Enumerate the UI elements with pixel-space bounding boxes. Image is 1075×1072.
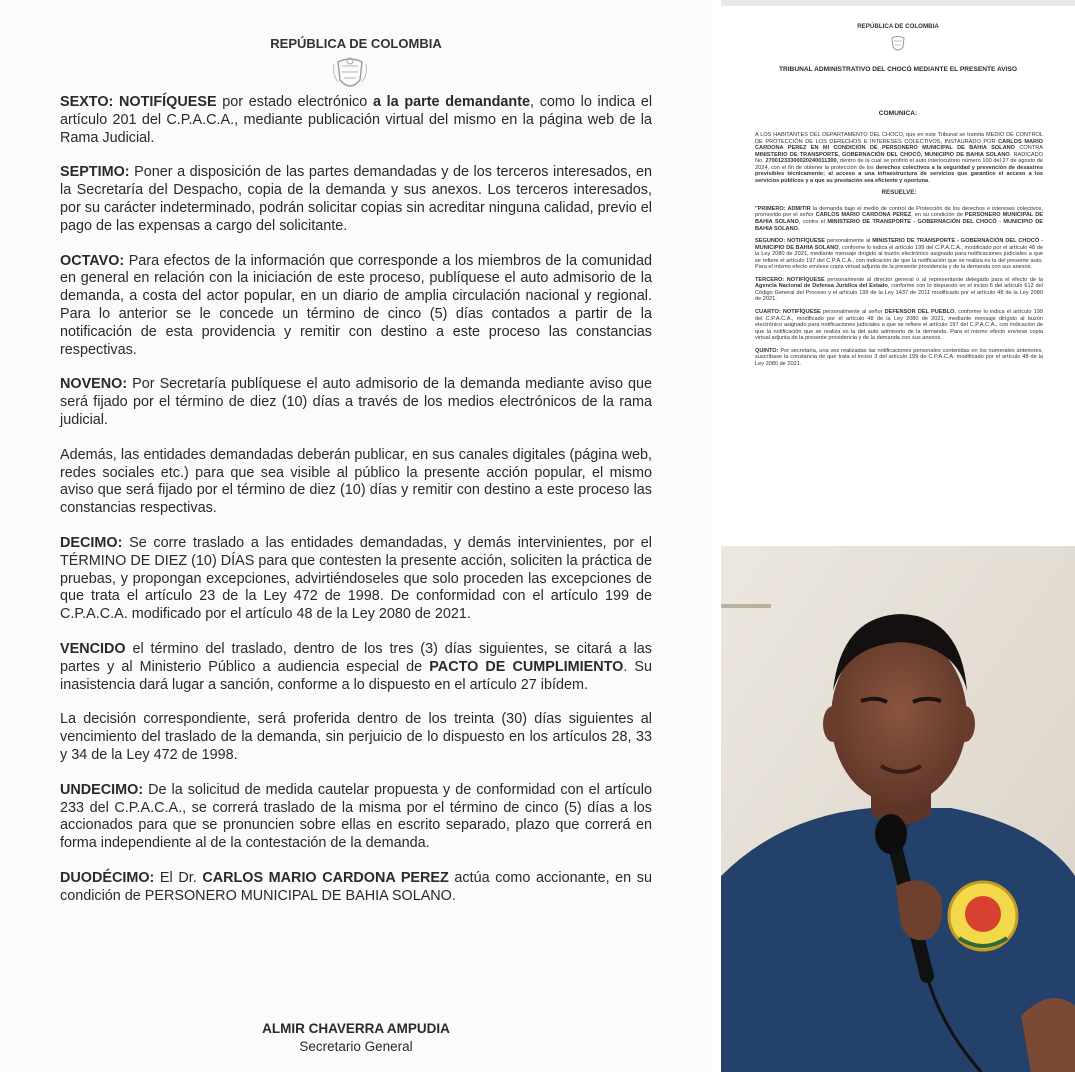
text: , en su condición de <box>911 212 965 219</box>
text: , dentro de la cual se profirió el auto interlocutorio número 100 del 27 de agosto de 2024, con el fin de obtener la protección de los <box>755 158 1043 171</box>
text: por estado electrónico <box>216 94 373 110</box>
emphasis: TERCERO: NOTIFÍQUESE <box>755 276 825 283</box>
text: Por secretaría, una vez realizadas las notificaciones personales contenidas en los numerales anteriores, suscríbase la constancia de que trata el inciso 3 del artículo 199 de C.P.A.C.A. modificado por el artículo 48 de la Ley 2080 de 2021. <box>755 347 1043 367</box>
emphasis: PACTO DE CUMPLIMIENTO <box>429 658 624 675</box>
text: Para efectos de la información que corresponde a los miembros de la comunidad en general en relación con la iniciación de este proceso, publíquese el auto admisorio de la demanda, a costa del actor popular, en un diario de amplia circulación nacional y regional. Para lo anterior se le concede un término de cinco (5) días contados a partir de la notificación de esta providencia y remitir con destino a este proceso las constancias respectivas. <box>60 252 652 358</box>
emphasis: SEGUNDO: NOTIFÍQUESE <box>755 238 826 245</box>
text: , conforme lo indica el artículo 199 del C.P.A.C.A., modificado por el artículo 48 de la Ley 2080 de 2021, mediante mensaje dirigido al buzón electrónico asignado para notificaciones judiciales a que se refiere el artículo 197 del C.P.A.C.A., con indicación de que la notificación que se realiza es la del presente auto. Para el mismo efecto envíese copia virtual adjunta de la presente providencia y de la demanda con sus anexos. <box>755 244 1044 271</box>
signatory-name: ALMIR CHAVERRA AMPUDIA <box>262 1021 450 1036</box>
text: . RADICADO No. <box>755 151 1043 165</box>
label-undecimo: UNDECIMO: <box>60 781 144 798</box>
paragraph-decision: La decisión correspondiente, será proferida dentro de los treinta (30) días siguientes al vencimiento del traslado de la demanda, sin perjuicio de lo dispuesto en los artículos 28, 33 y 34 de la Ley 472 de 1998. <box>60 711 652 763</box>
text: personalmente al director general o al representante delegado para el efecto de la <box>824 276 1043 283</box>
text: CONTRA <box>1015 145 1044 152</box>
emphasis: CARLOS MARIO CARDONA PEREZ EN MI CONDICION DE PERSONERO MUNICIPAL DE BAHIA SOLANO <box>755 138 1043 152</box>
text: , contra el <box>798 219 828 226</box>
notice-republic-header: REPÚBLICA DE COLOMBIA <box>857 23 939 30</box>
text: , conforme lo indica el artículo 199 del C.P.A.C.A., modificado por el artículo 48 de la Ley 2080 de 2021, mediante mensaje dirigido al buzón electrónico asignado para notificaciones judiciales a que se refiere el artículo 197 del C.P.A.C.A., con indicación de que la notificación que se realiza es la del auto admisorio de la demanda. Para el mismo efecto envíese copia virtual adjunta de la presente providencia y de la demanda con sus anexos. <box>755 309 1043 342</box>
emphasis: a la parte demandante <box>372 94 531 110</box>
tribunal-title: TRIBUNAL ADMINISTRATIVO DEL CHOCÓ MEDIANTE EL PRESENTE AVISO <box>778 66 1018 73</box>
emphasis: PERSONERO MUNICIPAL DE BAHIA SOLANO <box>755 212 1043 226</box>
paragraph-octavo <box>60 253 652 360</box>
paragraph-duodecimo <box>60 870 652 906</box>
text: personalmente al <box>825 238 873 245</box>
text: Por Secretaría publíquese el auto admisorio de la demanda mediante aviso que será fijado por el término de diez (10) días a través de los medios electrónicos de la rama judicial. <box>60 376 652 428</box>
wall-mark <box>721 604 771 608</box>
text: . Su inasistencia dará lugar a sanción, conforme a lo dispuesto en el artículo 27 ibídem. <box>60 658 652 693</box>
notice-segundo <box>755 238 1043 271</box>
paragraph-sexto <box>60 94 652 147</box>
notice-quinto <box>755 348 1043 368</box>
emphasis: QUINTO: <box>755 347 779 354</box>
speaker-illustration <box>721 546 1075 1072</box>
emphasis: "PRIMERO: ADMITIR <box>755 205 811 212</box>
text: actúa como accionante, en su condición de PERSONERO MUNICIPAL DE BAHIA SOLANO. <box>60 869 652 904</box>
label-duodecimo: DUODÉCIMO: <box>60 869 155 886</box>
republic-header: REPÚBLICA DE COLOMBIA <box>270 36 442 51</box>
notice-document <box>721 0 1075 548</box>
emphasis: 27001233300020240011300 <box>765 158 837 165</box>
paragraph-undecimo <box>60 782 652 853</box>
paragraph-vencido <box>60 641 652 694</box>
paragraph-ademas: Además, las entidades demandadas deberán publicar, en sus canales digitales (página web, redes sociales etc.) para que sea visible al público la presente acción popular, el mismo aviso que será fijado por el término de diez (10) días y remitir con destino a este proceso las constancias respectivas. <box>60 446 652 517</box>
text: , como lo indica el artículo 201 del C.P.A.C.A., mediante publicación virtual del mismo en la página web de la Rama Judicial. <box>60 94 653 146</box>
text: la demanda bajo el medio de control de Protección de los derechos e intereses colectivos, promovido por el señor <box>755 205 1043 219</box>
resolution-text <box>60 94 652 922</box>
colombia-coat-of-arms-icon-small <box>889 34 907 56</box>
resuelve-heading: RESUELVE: <box>881 189 917 197</box>
emphasis: MINISTERIO DE TRANSPORTE - GOBERNACIÓN DEL CHOCÓ - MUNICIPIO DE BAHIA SOLANO <box>755 238 1043 251</box>
emphasis: CARLOS MARIO CARDONA PEREZ <box>202 869 449 886</box>
label-vencido: VENCIDO <box>60 640 126 657</box>
speaker-photo <box>721 546 1075 1072</box>
emphasis: MINISTERIO DE TRANSPORTE - GOBERNACIÓN DEL CHOCÓ - MUNICIPIO DE BAHIA SOLANO. <box>755 219 1043 232</box>
signature-block <box>0 1020 712 1056</box>
emphasis: CARLOS MARIO CARDONA PEREZ <box>815 212 912 219</box>
signatory-role: Secretario General <box>299 1039 413 1054</box>
text: El Dr. <box>154 869 203 886</box>
emphasis: MINISTERIO DE TRANSPORTE, GOBERNACIÓN DEL CHOCÓ, MUNICIPIO DE BAHIA SOLANO <box>755 151 1010 158</box>
label-sexto: SEXTO: NOTIFÍQUESE <box>60 94 217 110</box>
text: Se corre traslado a las entidades demandadas, y demás intervinientes, por el TÉRMINO DE DIEZ (10) DÍAS para que contesten la presente acción, soliciten la práctica de pruebas, y propongan excepciones, advirtiéndoseles que solo proceden las excepciones de que trata el artículo 23 de la Ley 472 de 1998. De conformidad con el artículo 199 de C.P.A.C.A. modificado por el artículo 48 de la Ley 2080 de 2021. <box>60 534 652 623</box>
comunica-heading: COMUNICA: <box>878 110 918 117</box>
text: Poner a disposición de las partes demandadas y de los terceros interesados, en la Secretaría del Despacho, copia de la demanda y sus anexos. Los terceros interesados, por su carácter indeterminado, podrán solicitar copias sin acreditar ninguna calidad, previo el pago de las expensas a cargo del solicitante. <box>60 164 652 234</box>
text: personalmente al señor <box>820 309 885 316</box>
text: el término del traslado, dentro de los tres (3) días siguientes, se citará a las partes y al Ministerio Público a audiencia especial de <box>60 640 652 675</box>
paragraph-noveno <box>60 376 652 429</box>
emphasis: CUARTO: NOTIFÍQUESE <box>755 309 821 316</box>
notice-intro <box>755 132 1043 184</box>
notice-primero <box>755 206 1043 232</box>
emphasis: derechos colectivos a la seguridad y prevención de desastres previsibles técnicamente; al acceso a una infraestructura de servicios que garantice el acceso a los servicios públicos y a que su prestación sea eficiente y oportuna <box>755 164 1043 184</box>
notice-body <box>755 132 1043 373</box>
emphasis: DEFENSOR DEL PUEBLO <box>884 309 955 316</box>
text: , conforme con lo dispuesto en el inciso 6 del artículo 612 del Código General del Proceso y el artículo 199 de la Ley 1437 de 2011 modificado por el artículo 48 de la Ley 2080 de 2021. <box>755 283 1044 303</box>
colombia-coat-of-arms-icon <box>332 56 368 96</box>
label-octavo: OCTAVO: <box>60 252 125 269</box>
paragraph-septimo <box>60 164 652 235</box>
emphasis: Agencia Nacional de Defensa Jurídica del Estado <box>755 283 888 290</box>
text: A LOS HABITANTES DEL DEPARTAMENTO DEL CHOCO, que en este Tribunal se tramita MEDIO DE CONTROL DE PROTECCIÓN DE LOS DERECHOS E INTERESES COLECTIVOS, INSTAURADO POR <box>755 132 1043 145</box>
notice-cuarto <box>755 309 1043 342</box>
text: De la solicitud de medida cautelar propuesta y de conformidad con el artículo 233 del C.P.A.C.A., se correrá traslado de la misma por el término de cinco (5) días a los accionados para que se pronuncien sobre ellas en escrito separado, plazo que correrá en forma independiente al de la contestación de la demanda. <box>60 781 652 852</box>
text: . <box>928 177 930 184</box>
label-noveno: NOVENO: <box>60 376 128 393</box>
notice-tercero <box>755 277 1043 303</box>
paragraph-decimo <box>60 535 652 624</box>
label-decimo: DECIMO: <box>60 534 123 551</box>
label-septimo: SEPTIMO: <box>60 164 130 181</box>
